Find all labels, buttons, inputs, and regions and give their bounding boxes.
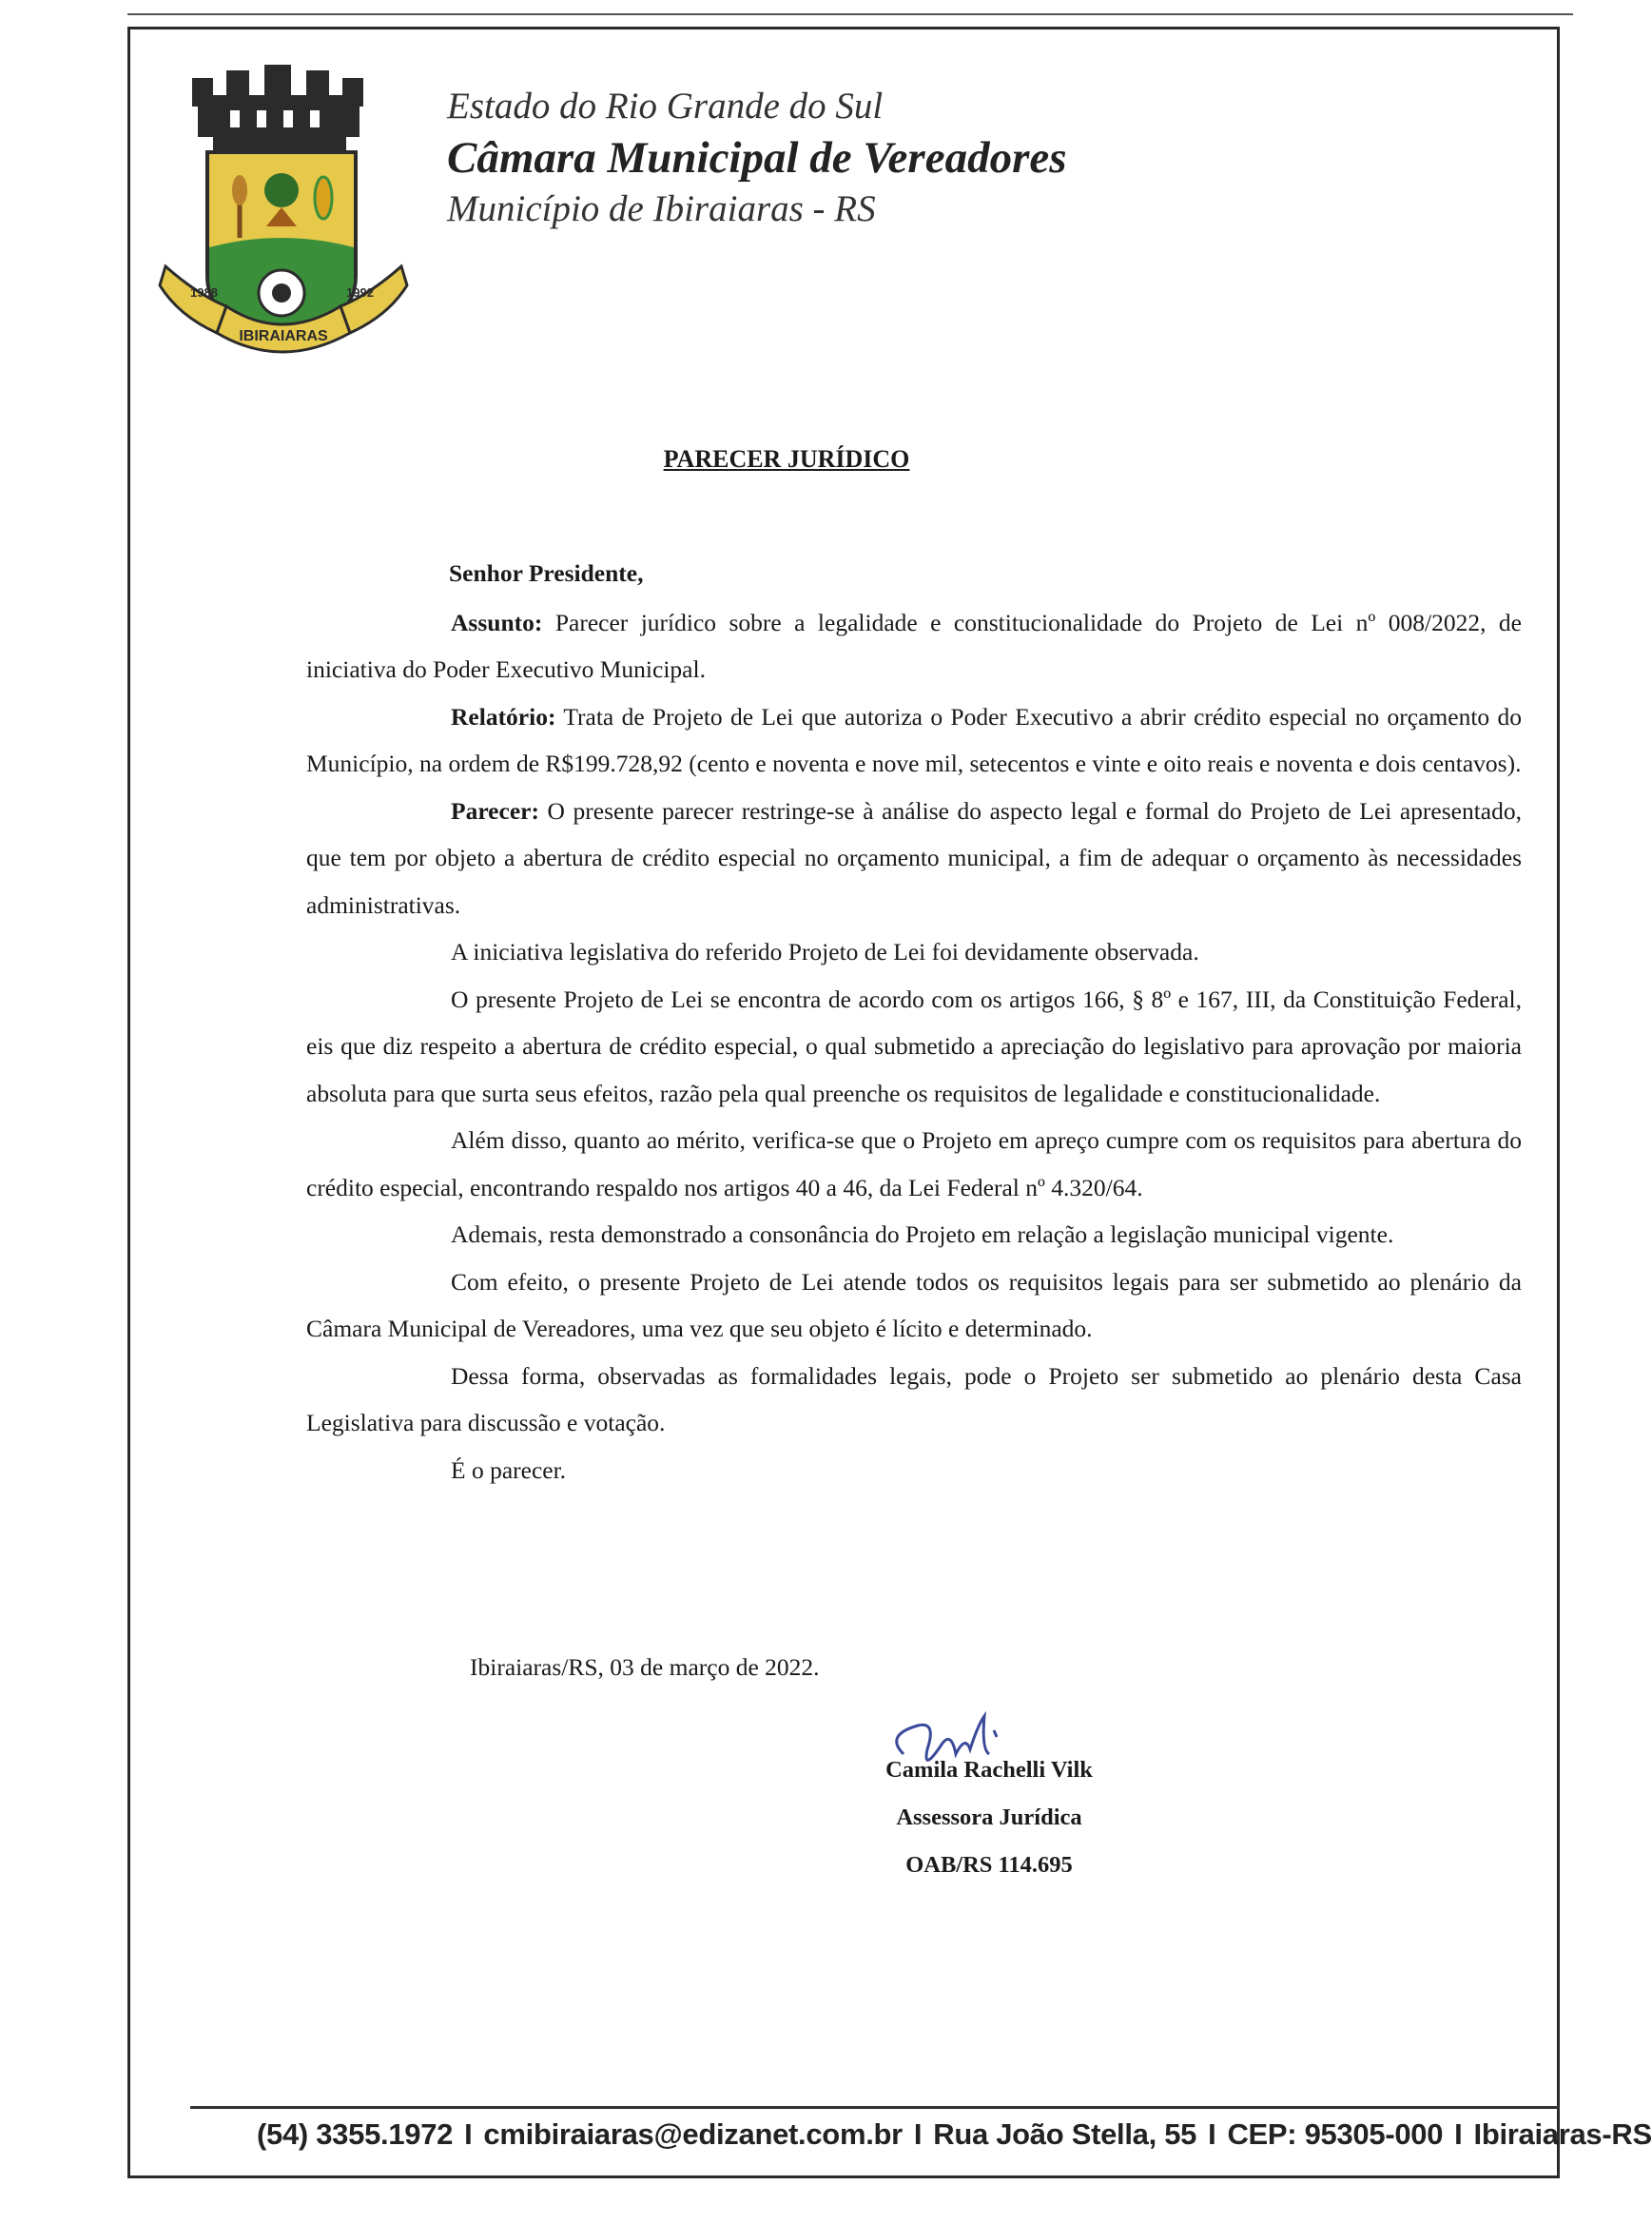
body-paragraph: Com efeito, o presente Projeto de Lei atende todos os requisitos legais para ser submetido ao plenário da Câmara Municipal de Vereadores, uma vez que seu objeto é lícito e determinado. — [306, 1267, 1522, 1342]
body-paragraph: Ademais, resta demonstrado a consonância do Projeto em relação a legislação municipal vigente. — [451, 1220, 1394, 1248]
signer-registration: OAB/RS 114.695 — [905, 1852, 1073, 1878]
body-paragraph: Além disso, quanto ao mérito, verifica-se que o Projeto em apreço cumpre com os requisitos para abertura do crédito especial, encontrando respaldo nos artigos 40 a 46, da Lei Federal nº 4.320/64. — [306, 1126, 1522, 1201]
crest-year-right: 1992 — [346, 285, 374, 300]
footer-cep: CEP: 95305-000 — [1227, 2117, 1444, 2151]
body-paragraph: A iniciativa legislativa do referido Projeto de Lei foi devidamente observada. — [451, 938, 1199, 966]
footer-email: cmibiraiaras@edizanet.com.br — [483, 2117, 903, 2151]
document-title: PARECER JURÍDICO — [663, 445, 910, 473]
footer-phone: (54) 3355.1972 — [257, 2117, 454, 2151]
municipality-name: Município de Ibiraiaras - RS — [447, 188, 876, 229]
body-paragraph: O presente Projeto de Lei se encontra de acordo com os artigos 166, § 8º e 167, III, da Constituição Federal, eis que diz respeito a abertura de crédito especial, o qual submetido a apreciação do legislativo para aprovação por maioria absoluta para que surta seus efeitos, razão pela qual preenche os requisitos de legalidade e constitucionalidade. — [306, 985, 1522, 1107]
opinion-text: O presente parecer restringe-se à análise do aspecto legal e formal do Projeto de Lei apresentado, que tem por objeto a abertura de crédito especial no orçamento municipal, a fim de adequar o orçamento às necessidades administrativas. — [306, 796, 1522, 919]
subject-text: Parecer jurídico sobre a legalidade e constitucionalidade do Projeto de Lei nº 008/2022, de iniciativa do Poder Executivo Municipal. — [306, 608, 1522, 683]
closing-paragraph: É o parecer. — [451, 1455, 567, 1484]
report-paragraph — [306, 693, 1522, 788]
opinion-paragraph — [306, 788, 1522, 929]
footer-divider — [190, 2106, 1560, 2109]
state-name: Estado do Rio Grande do Sul — [447, 86, 884, 127]
footer-separator: I — [1208, 2117, 1216, 2151]
opinion-label: Parecer: — [451, 796, 539, 825]
report-label: Relatório: — [451, 702, 556, 731]
chamber-name: Câmara Municipal de Vereadores — [447, 133, 1067, 183]
crest-year-left: 1988 — [190, 285, 218, 300]
crest-ribbon-text: IBIRAIARAS — [239, 328, 328, 344]
report-text: Trata de Projeto de Lei que autoriza o Poder Executivo a abrir crédito especial no orçamento do Município, na ordem de R$199.728,92 (cento e noventa e nove mil, setecentos e vinte e oito reais e noventa e dois centavos). — [306, 702, 1522, 777]
page-top-edge — [127, 13, 1573, 15]
date-line: Ibiraiaras/RS, 03 de março de 2022. — [470, 1653, 820, 1681]
subject-paragraph — [306, 599, 1522, 693]
subject-label: Assunto: — [451, 608, 543, 636]
footer-separator: I — [1454, 2117, 1463, 2151]
salutation: Senhor Presidente, — [449, 559, 644, 587]
signer-name: Camila Rachelli Vilk — [885, 1757, 1093, 1783]
footer-separator: I — [464, 2117, 473, 2151]
footer-city: Ibiraiaras-RS — [1473, 2117, 1652, 2151]
body-paragraph: Dessa forma, observadas as formalidades legais, pode o Projeto ser submetido ao plenário desta Casa Legislativa para discussão e votação. — [306, 1361, 1522, 1436]
footer-address: Rua João Stella, 55 — [933, 2117, 1197, 2151]
signature-block — [789, 1746, 1189, 1889]
footer-contact — [257, 2117, 1652, 2152]
signer-role: Assessora Jurídica — [896, 1805, 1082, 1830]
footer-separator: I — [913, 2117, 923, 2151]
letterhead — [447, 84, 1067, 232]
document-body — [306, 550, 1522, 1493]
coat-of-arms-icon — [160, 57, 407, 371]
